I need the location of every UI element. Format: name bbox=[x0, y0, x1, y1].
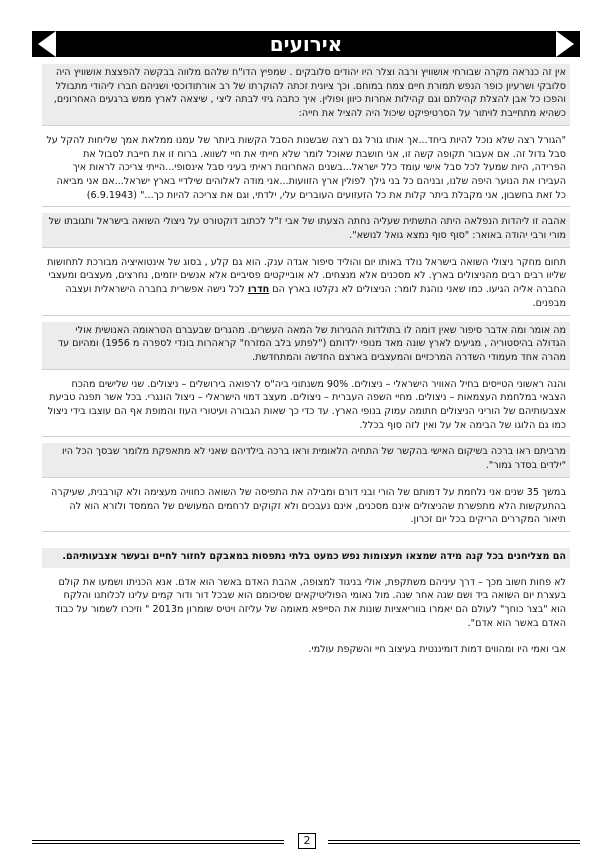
footer-rule-left bbox=[32, 840, 284, 844]
article-body bbox=[42, 64, 570, 666]
paragraph-7: מרביתם ראו ברכה בשיקום האישי בהקשר של התחיה הלאומית וראו ברכה בילדיהם שאני לא מתאפקת מלומר שבסך הכל היו "ילדים בסדר גמור". bbox=[42, 443, 570, 477]
emphasized-word: חדרו bbox=[247, 284, 270, 296]
footer-rule-right bbox=[328, 840, 580, 844]
paragraph-8: במשך 35 שנים אני נלחמת על דמותם של הורי ובני דורם ומבילה את התפיסה של השואה כחוויה מעצימה ולא קורבנית, שעיקרה בהתעקשות הלא מתפשרת שהניצולים אינם מסכנים, אינם נעבכים ולא זקוקים לרחמים המעושים של הממסד ולזרא הוא לה תיאור המקררים הריקים בכל יום זכרון. bbox=[42, 484, 570, 532]
paragraph-9-bold: הם מצליחנים בכל קנה מידה שמצאו תעצומות נפש כמעט בלתי נתפסות במאבקם לחזור לחיים ובעשר אצבעותיהם. bbox=[42, 548, 570, 568]
paragraph-2-quote: "הגורל רצה שלא נוכל להיות ביחד...אך אותו גורל גם רצה שבשנות הסבל הקשות ביותר של עמנו ממלאת אמך שליחות להקל על סבל גדול זה. אם אעבור תקופה קשה זו, אני חושבת שאוכל לומר שלא חייתי את חיי לשווא. ברוח זו את חייבת לסבול את הפרידה, היות שמעל לכל סבל אישי עומד כלל ישראל...בשנים האחרונות ראיתי בעיני סבל אינסופי...הייתי צריכה לראות איך העבירו את הנוער היפה שלנו, ובניהם כל בני גילך לפולין ארץ הזוועות...אני מודה לאלוהים שילדיי בארץ ישראל...אם אני מביאה כל זאת בחשבון, אני מקבלת ביתר קלות את כל הזעזועים העוברים עלי, ילדתי, וגם את צריכה להיות כך..." (6.9.1943) bbox=[42, 132, 570, 208]
paragraph-3: אהבה זו ליהדות הנפלאה היתה התשתית שעליה נחתה הצעתו של אבי ז"ל לכתוב דוקטורט על ניצולי השואה בישראל ותגובתו של מורי ורבי יהודה באואר: "סוף סוף נמצא גואל לנושא". bbox=[42, 213, 570, 247]
paragraph-11: אבי ואמי היו ומהווים דמות דומיננטית בעיצוב חיי והשקפת עולמי. bbox=[308, 643, 566, 655]
section-header-banner bbox=[32, 31, 580, 57]
paragraph-4: תחום מחקר ניצולי השואה בישראל נולד באותו יום והוליד סיפור אגדה ענק. הוא גם קלע , בסוג של אינטואיציה מבורכת לתחושות שליוו רבים רבים מהניצולים בארץ. לא מסכנים אלא מנצחים. לא אובייקטים פסיביים אלא אנשים יוזמים, נחרצים, מעצבים ומעצבי החברה אליה הגיעו. כמו שאני נוהגת לומר: הניצולים לא נקלטו בארץ הם חדרו לכל נישה אפשרית בחברה הישראלית ועצבה מבפנים. bbox=[42, 254, 570, 316]
paragraph-10: לא פחות חשוב מכך – דרך עיניהם משתקפת, אולי בניגוד למצופה, אהבת האדם באשר הוא אדם. אנא הכניתו ושמעו את קולם בעצרת יום השואה ביד ושם שנה אחר שנה. מול נאומי הפוליטיקאים שסיכומם הוא שבכל דור ודור קמים עלינו לכלותנו והלקח הוא "בצר כוחך" לעולם הם יאמרו בווריאציות שונות את הסייפא מאומה של עליזה ויטיס שומרון מ2013 " וזיכרו לשמור על כבוד האדם באשר הוא אדם". bbox=[54, 576, 566, 629]
paragraph-6: והנה ראשוני הטייסים בחיל האוויר הישראלי – ניצולים. 90% משנתוני ביה"ס לרפואה בירושלים – ניצולים. שני שלישים מהכח הצבאי במלחמת העצמאות – ניצולים. מחיי השפה העברית – ניצולים. מעצב דמוי הישראלי – ניצול הונגרי. בכל אשר תפנה טביעת אצבעותיהם של הוריני הניצולים חתומה עמוק בנופי הארץ. עד כדי כך שאות הגבורה ועיטורי העוז והמופת אף הם עוצבו בידי ניצול כמו גם הלוגו של הבימה אל על ואין לזה סוף בכלל. bbox=[42, 376, 570, 438]
paragraph-1: אין זה כנראה מקרה שבורחי אושוויץ ורבה וצלר היו יהודים סלובקים . שמפיץ הדו"ח שלהם מלווה בבקשה להפצצת אושוויץ היה סלובקי ושרעיון כופר הנפש תמורת חיים צמח במוחם. וכך ציונית זכתה להוקרתו של רב אורתודוכסי ושניהם חברו ליהודי מתבולל והפכו כל אבן להצלת קהילתם וגם קהילות אחרות כיוון ופולין. איך כתבה גיזי לבתה ליצי , שיצאה לארץ ממש ברגעים האחרונים, כשהיא מתחייבת לויתור על הסרטיפיקט שיכול היה להציל את חייה: bbox=[42, 64, 570, 126]
section-title: אירועים bbox=[269, 32, 343, 56]
page-number: 2 bbox=[298, 833, 316, 849]
paragraph-5: מה אומר ומה אדבר סיפור שאין דומה לו בתולדות ההגירות של המאה העשרים. מהגרים שבעברם הטראומה האנושית אולי הגדולה בהיסטוריה , מגיעים לארץ שונה מאד מנופי ילדותם ("לפתע בלב המזרח" קראהרות בונדי לספרה מ 1956) ומהיום עד מהרה אחד מעמודי השדרה המרכזיים והמעצבים בארצם החדשה והמתחדשת. bbox=[42, 322, 570, 370]
page-footer bbox=[32, 832, 580, 850]
